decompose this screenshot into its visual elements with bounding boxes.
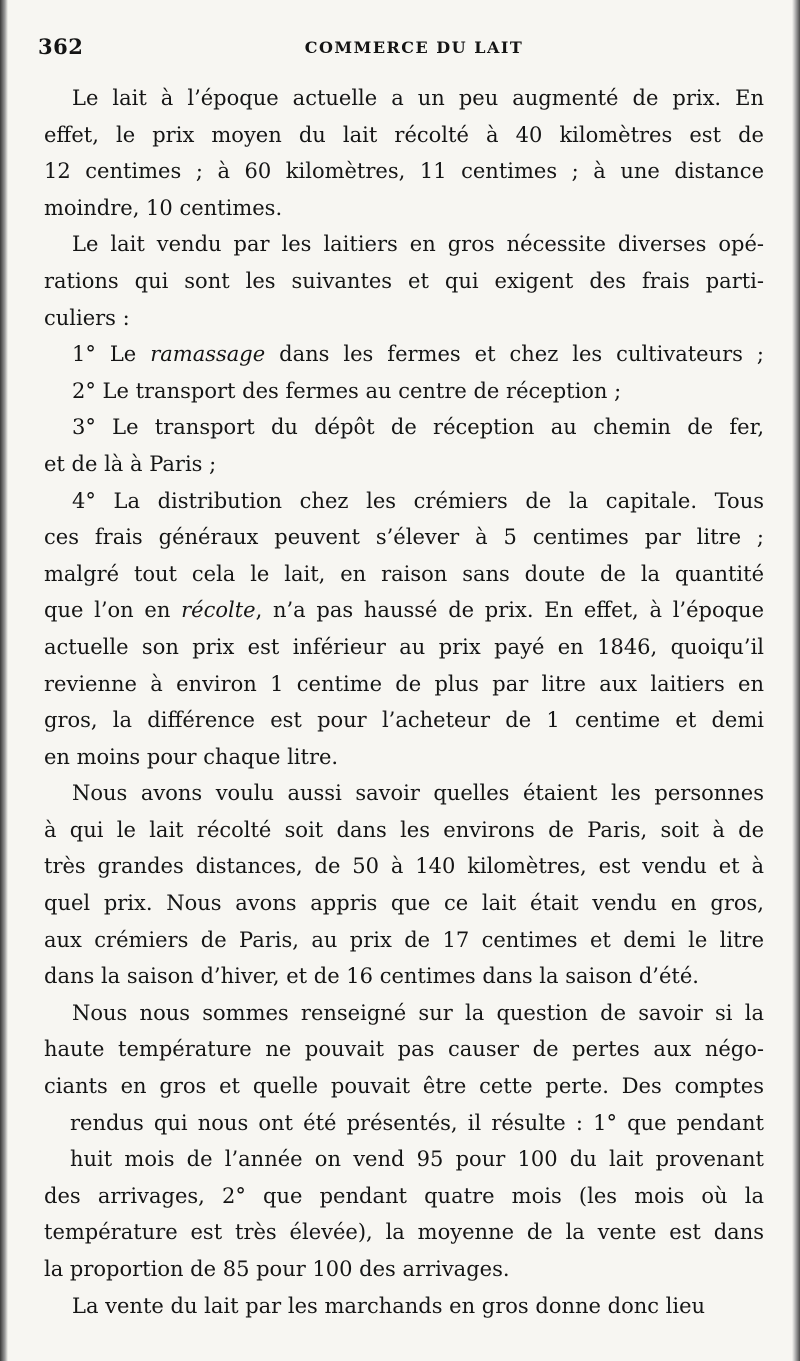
body-text <box>44 80 764 1324</box>
page-header <box>38 34 760 64</box>
paragraph-operations <box>44 226 764 336</box>
text-line: malgré tout cela le lait, en raison sans doute de la quantité <box>44 561 764 586</box>
text-line: actuelle son prix est inférieur au prix payé en 1846, quoiqu’il <box>44 634 764 659</box>
text-line: huit mois de l’année on vend 95 pour 100 du lait provenant <box>70 1147 764 1172</box>
text-fragment: que l’on en <box>44 598 182 623</box>
list-item-text: dans les fermes et chez les cultivateurs ; <box>265 342 764 367</box>
text-line: Nous nous sommes renseigné sur la question de savoir si la <box>72 1000 764 1025</box>
list-item-text: 1° Le <box>72 342 151 367</box>
text-line: température est très élevée), la moyenne de la vente est dans <box>44 1220 764 1245</box>
text-line: revienne à environ 1 centime de plus par litre aux laitiers en <box>44 671 764 696</box>
text-line: moindre, 10 centimes. <box>44 195 283 220</box>
text-line: effet, le prix moyen du lait récolté à 40 kilomètres est de <box>44 122 764 147</box>
text-line: aux crémiers de Paris, au prix de 17 centimes et demi le litre <box>44 927 764 952</box>
running-head: COMMERCE DU LAIT <box>304 38 524 57</box>
text-line: gros, la différence est pour l’acheteur de 1 centime et demi <box>44 708 764 733</box>
text-line: Le lait vendu par les laitiers en gros nécessite diverses opé- <box>72 232 764 257</box>
text-line: rendus qui nous ont été présentés, il résulte : 1° que pendant <box>70 1110 764 1135</box>
paragraph-sale <box>44 1288 764 1325</box>
text-line: dans la saison d’hiver, et de 16 centimes dans la saison d’été. <box>44 964 699 989</box>
text-line: La vente du lait par les marchands en gros donne donc lieu <box>72 1293 706 1318</box>
paragraph-price-increase <box>44 80 764 226</box>
page-right-edge <box>792 0 800 1361</box>
list-item-emphasis: ramassage <box>150 342 266 367</box>
text-line: rations qui sont les suivantes et qui exigent des frais parti- <box>44 268 764 293</box>
text-line: haute température ne pouvait pas causer de pertes aux négo- <box>44 1037 764 1062</box>
text-line: très grandes distances, de 50 à 140 kilomètres, est vendu et à <box>44 854 764 879</box>
list-item: 2° Le transport des fermes au centre de réception ; <box>72 378 622 403</box>
emphasis-recolte: récolte <box>181 598 256 623</box>
paragraph-temperature <box>44 995 764 1288</box>
list-item: 3° Le transport du dépôt de réception au chemin de fer, <box>72 415 764 440</box>
text-line: à qui le lait récolté soit dans les environs de Paris, soit à de <box>44 817 764 842</box>
operations-list <box>44 336 764 775</box>
list-item <box>44 336 764 373</box>
text-fragment: , n’a pas haussé de prix. En effet, à l’époque <box>255 598 764 623</box>
text-line: culiers : <box>44 305 130 330</box>
text-line: Le lait à l’époque actuelle a un peu augmenté de prix. En <box>72 86 764 110</box>
paragraph-buyers <box>44 775 764 995</box>
page-left-edge <box>0 0 8 1361</box>
text-line: ces frais généraux peuvent s’élever à 5 centimes par litre ; <box>44 525 764 550</box>
text-line: en moins pour chaque litre. <box>44 744 339 769</box>
page-number: 362 <box>38 34 84 59</box>
text-line: ciants en gros et quelle pouvait être cette perte. Des comptes <box>44 1074 764 1099</box>
text-line <box>44 592 764 629</box>
text-line: des arrivages, 2° que pendant quatre mois (les mois où la <box>44 1183 764 1208</box>
list-item: 4° La distribution chez les crémiers de la capitale. Tous <box>72 488 764 513</box>
text-line: Nous avons voulu aussi savoir quelles étaient les personnes <box>72 781 764 806</box>
text-line: la proportion de 85 pour 100 des arrivages. <box>44 1257 510 1281</box>
text-line: quel prix. Nous avons appris que ce lait était vendu en gros, <box>44 891 764 916</box>
text-line: et de là à Paris ; <box>44 451 217 476</box>
text-line: 12 centimes ; à 60 kilomètres, 11 centimes ; à une distance <box>44 159 764 184</box>
